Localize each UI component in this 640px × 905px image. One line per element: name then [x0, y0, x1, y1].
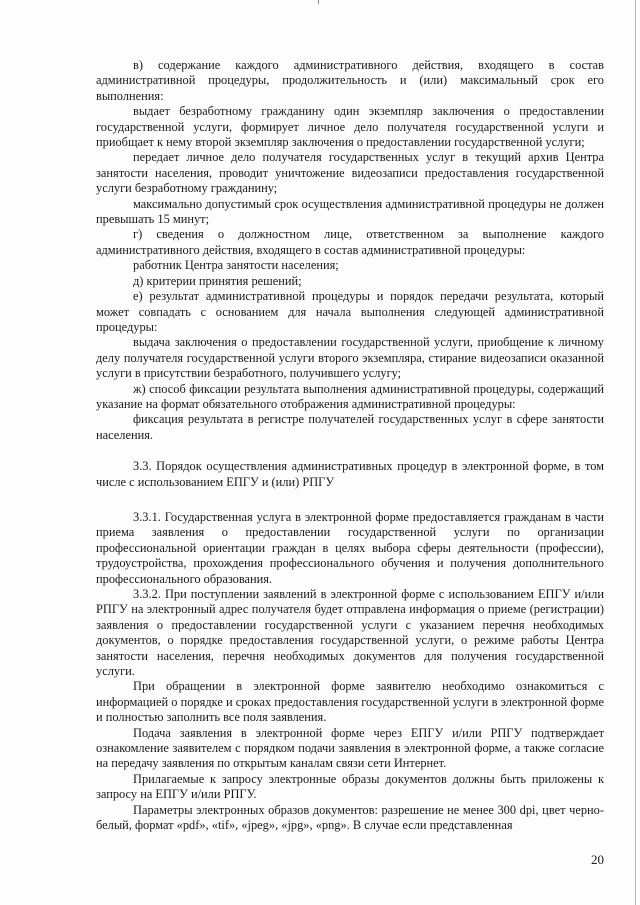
page-number: 20 [591, 852, 604, 867]
paragraph-submission-confirm: Подача заявления в электронной форме через ЕПГУ и/или РПГУ подтверждает ознакомление заявителем с порядком подачи заявления в электронной форме, а также согласие на передачу заявления по открытым каналам связи сети Интернет. [96, 725, 604, 771]
paragraph-image-params: Параметры электронных образов документов: разрешение не менее 300 dpi, цвет черно-белый, формат «pdf», «tif», «jpeg», «jpg», «png». В случае если представленная [96, 802, 604, 833]
paragraph-g-official: г) сведения о должностном лице, ответственном за выполнение каждого административного действия, входящего в состав административной процедуры: [96, 227, 604, 257]
section-heading-3-3: 3.3. Порядок осуществления административных процедур в электронной форме, в том числе с использованием ЕПГУ и (или) РПГУ [96, 459, 604, 489]
scan-edge [635, 0, 636, 905]
paragraph-fixation-registry: фиксация результата в регистре получателей государственных услуг в сфере занятости населения. [96, 412, 604, 442]
paragraph-electronic-request: При обращении в электронной форме заявителю необходимо ознакомиться с информацией о порядке и сроках предоставления государственной услуги в электронной форме и полностью заполнить все поля заявления. [96, 679, 604, 725]
paragraph-max-time: максимально допустимый срок осуществления административной процедуры не должен превышать 15 минут; [96, 196, 604, 227]
paragraph-employee: работник Центра занятости населения; [133, 258, 339, 273]
paragraph-c-content: в) содержание каждого административного действия, входящего в состав административной процедуры, продолжительность и (или) максимальный срок его выполнения: [96, 58, 604, 103]
paragraph-issue-result: выдача заключения о предоставлении государственной услуги, приобщение к личному делу получателя государственной услуги второго экземпляра, стирание видеозаписи оказанной услуги в присутствии безработного, получившего услугу; [96, 335, 604, 381]
document-body [96, 58, 604, 834]
paragraph-zh-fixation: ж) способ фиксации результата выполнения административной процедуры, содержащий указание на формат обязательного отображения административной процедуры: [96, 381, 604, 411]
paragraph-3-3-2: 3.3.2. При поступлении заявлений в электронной форме с использованием ЕПГУ и/или РПГУ на электронный адрес получателя будет отправлена информация о приеме (регистрации) заявления о предоставлении государственной услуги с указанием перечня необходимых документов, о порядке предоставления государственной услуги, о режиме работы Центра занятости населения, перечня необходимых документов для получения государственной услуги. [96, 587, 604, 679]
paragraph-issue-conclusion: выдает безработному гражданину один экземпляр заключения о предоставлении государственной услуги, формирует личное дело получателя государственной услуги и приобщает к нему второй экземпляр заключения о предоставлении государственной услуги; [96, 104, 604, 150]
paragraph-e-result: е) результат административной процедуры и порядок передачи результата, который может совпадать с основанием для начала выполнения следующей административной процедуры: [96, 289, 604, 334]
paragraph-transfer-file: передает личное дело получателя государственных услуг в текущий архив Центра занятости населения, проводит уничтожение видеозаписи предоставления государственной услуги безработному гражданину; [96, 150, 604, 196]
paragraph-attached-docs: Прилагаемые к запросу электронные образы документов должны быть приложены к запросу на ЕПГУ и/или РПГУ. [96, 771, 604, 802]
scan-mark [318, 0, 319, 4]
paragraph-d-criteria: д) критерии принятия решений; [133, 273, 302, 288]
paragraph-3-3-1: 3.3.1. Государственная услуга в электронной форме предоставляется гражданам в части приема заявления о предоставлении государственной услуги по организации профессиональной ориентации граждан в целях выбора сферы деятельности (профессии), трудоустройства, прохождения профессионального обучения и получения дополнительного профессионального образования. [96, 509, 604, 586]
